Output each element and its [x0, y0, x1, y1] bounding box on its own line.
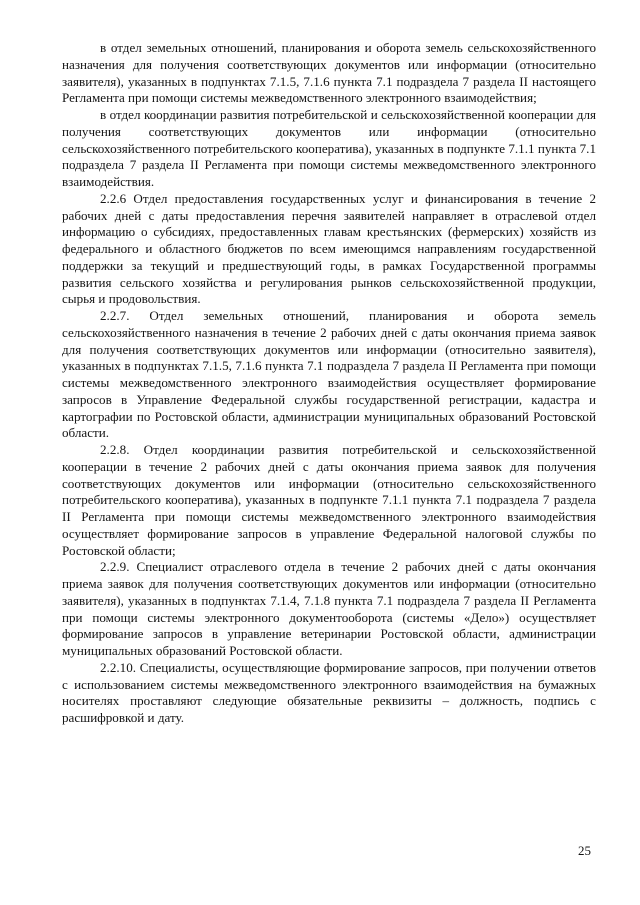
paragraph-land-department: в отдел земельных отношений, планирования и оборота земель сельскохозяйственного назначения для получения соответствующих документов или информации (относительно заявителя), указанных в подпунктах 7.1.5, 7.1.6 пункта 7.1 подраздела 7 раздела II настоящего Регламента при помощи системы межведомственного электронного взаимодействия;	[62, 40, 596, 106]
paragraph-2-2-10: 2.2.10. Специалисты, осуществляющие формирование запросов, при получении ответов с использованием системы межведомственного электронного взаимодействия на бумажных носителях проставляют следующие обязательные реквизиты – должность, подпись с расшифровкой и дату.	[62, 659, 596, 725]
paragraph-2-2-9: 2.2.9. Специалист отраслевого отдела в течение 2 рабочих дней с даты окончания приема заявок для получения соответствующих документов или информации (относительно заявителя), указанных в подпунктах 7.1.4, 7.1.8 пункта 7.1 подраздела 7 раздела II Регламента при помощи системы электронного документооборота (системы «Дело») осуществляет формирование запросов в управление ветеринарии Ростовской области, администрации муниципальных образований Ростовской области.	[62, 559, 596, 658]
paragraph-2-2-6: 2.2.6 Отдел предоставления государственных услуг и финансирования в течение 2 рабочих дней с даты предоставления перечня заявителей направляет в отраслевой отдел информацию о субсидиях, предоставленных главам крестьянских (фермерских) хозяйств из федерального и областного бюджетов по всем имеющимся направлениям государственной поддержки за текущий и предшествующий годы, в рамках Государственной программы развития сельского хозяйства и регулирования рынков сельскохозяйственной продукции, сырья и продовольствия.	[62, 190, 596, 307]
document-page	[62, 40, 596, 727]
paragraph-cooperation-department: в отдел координации развития потребительской и сельскохозяйственной кооперации для получения соответствующих документов или информации (относительно сельскохозяйственного потребительского кооператива), указанных в подпункте 7.1.1 пункта 7.1 подраздела 7 раздела II Регламента при помощи системы межведомственного электронного взаимодействия.	[62, 107, 596, 189]
page-number: 25	[578, 843, 591, 858]
paragraph-2-2-7: 2.2.7. Отдел земельных отношений, планирования и оборота земель сельскохозяйственного назначения в течение 2 рабочих дней с даты окончания приема заявок для получения соответствующих документов или информации (относительно заявителя), указанных в подпунктах 7.1.5, 7.1.6 пункта 7.1 подраздела 7 раздела II Регламента при помощи системы межведомственного электронного взаимодействия осуществляет формирование запросов в Управление Федеральной службы государственной регистрации, кадастра и картографии по Ростовской области, администрации муниципальных образований Ростовской области.	[62, 308, 596, 441]
paragraph-2-2-8: 2.2.8. Отдел координации развития потребительской и сельскохозяйственной кооперации в течение 2 рабочих дней с даты окончания приема заявок для получения соответствующих документов или информации (относительно сельскохозяйственного потребительского кооператива), указанных в подпункте 7.1.1 пункта 7.1 подраздела 7 раздела II Регламента при помощи системы межведомственного электронного взаимодействия осуществляет формирование запросов в управление Федеральной налоговой службы по Ростовской области;	[62, 442, 596, 558]
